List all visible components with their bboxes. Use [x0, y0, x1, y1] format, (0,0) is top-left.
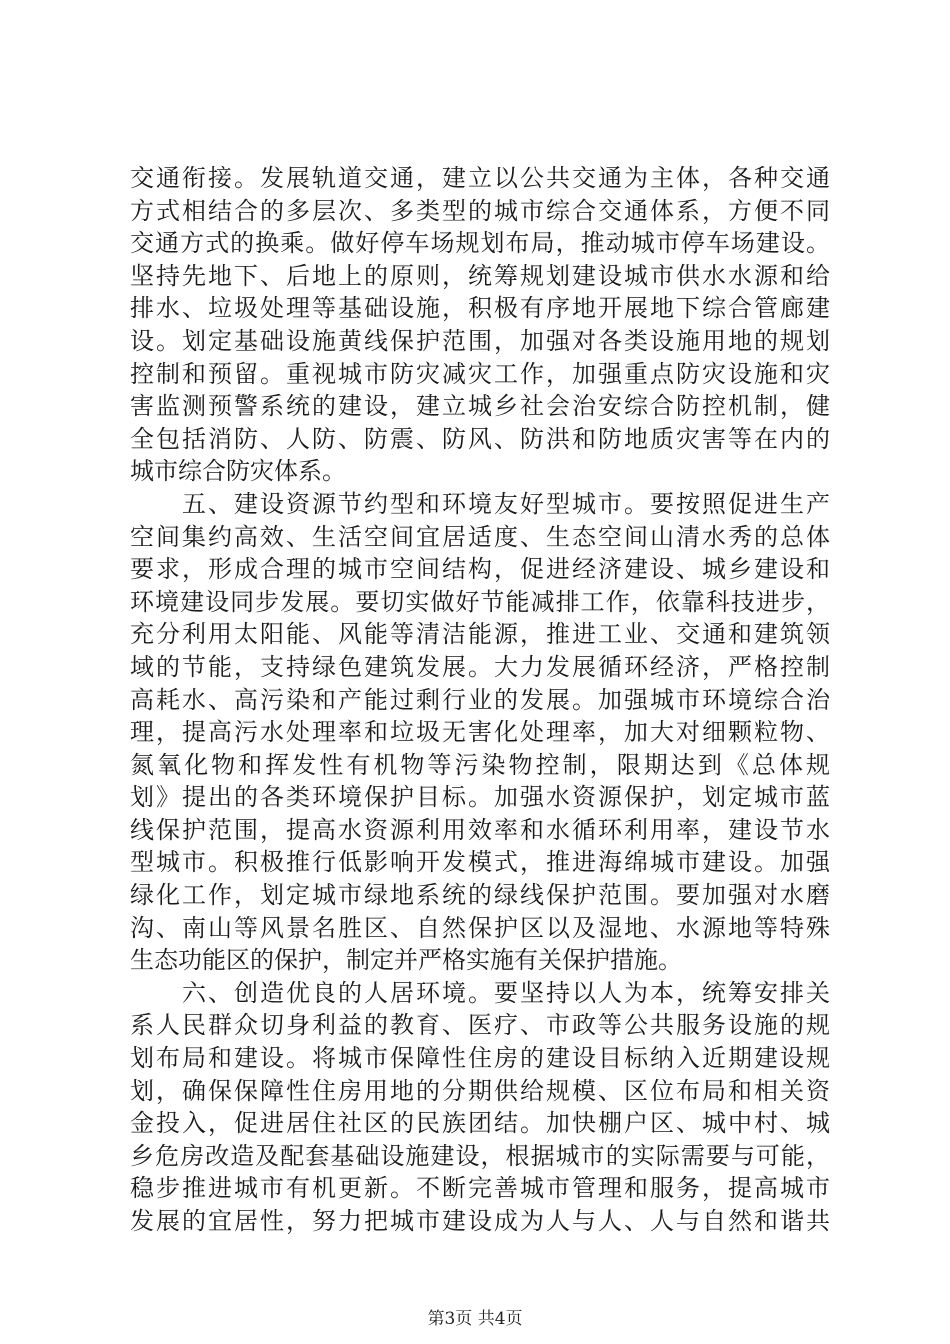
text-line: 型城市。积极推行低影响开发模式，推进海绵城市建设。加强: [130, 848, 830, 877]
text-line: 金投入，促进居住社区的民族团结。加快棚户区、城中村、城: [130, 1109, 830, 1138]
page-footer: 第3页 共4页: [427, 1309, 523, 1329]
text-line: 全包括消防、人防、防震、防风、防洪和防地质灾害等在内的: [130, 424, 830, 453]
text-line: 方式相结合的多层次、多类型的城市综合交通体系，方便不同: [130, 196, 830, 225]
text-line: 六、创造优良的人居环境。要坚持以人为本，统筹安排关: [130, 978, 830, 1007]
text-line: 环境建设同步发展。要切实做好节能减排工作，依靠科技进步，: [130, 587, 830, 616]
text-line: 划布局和建设。将城市保障性住房的建设目标纳入近期建设规: [130, 1044, 830, 1073]
text-line: 充分利用太阳能、风能等清洁能源，推进工业、交通和建筑领: [130, 620, 830, 649]
text-line: 生态功能区的保护，制定并严格实施有关保护措施。: [130, 946, 682, 975]
text-line: 交通衔接。发展轨道交通，建立以公共交通为主体，各种交通: [130, 164, 830, 192]
text-line: 排水、垃圾处理等基础设施，积极有序地开展地下综合管廊建: [130, 294, 830, 323]
text-line: 害监测预警系统的建设，建立城乡社会治安综合防控机制，健: [130, 392, 830, 421]
text-line: 沟、南山等风景名胜区、自然保护区以及湿地、水源地等特殊: [130, 913, 830, 942]
text-line: 空间集约高效、生活空间宜居适度、生态空间山清水秀的总体: [130, 522, 830, 551]
text-line: 坚持先地下、后地上的原则，统筹规划建设城市供水水源和给: [130, 261, 830, 290]
text-line: 域的节能，支持绿色建筑发展。大力发展循环经济，严格控制: [130, 652, 830, 681]
text-line: 交通方式的换乘。做好停车场规划布局，推动城市停车场建设。: [130, 229, 830, 258]
text-line: 理，提高污水处理率和垃圾无害化处理率，加大对细颗粒物、: [130, 718, 830, 747]
text-line: 划》提出的各类环境保护目标。加强水资源保护，划定城市蓝: [130, 783, 830, 812]
text-line: 乡危房改造及配套基础设施建设，根据城市的实际需要与可能，: [130, 1141, 830, 1170]
text-line: 系人民群众切身利益的教育、医疗、市政等公共服务设施的规: [130, 1011, 830, 1040]
text-line: 城市综合防灾体系。: [130, 457, 346, 486]
text-line: 稳步推进城市有机更新。不断完善城市管理和服务，提高城市: [130, 1174, 830, 1203]
text-line: 发展的宜居性，努力把城市建设成为人与人、人与自然和谐共: [130, 1207, 830, 1235]
text-line: 五、建设资源节约型和环境友好型城市。要按照促进生产: [130, 489, 830, 518]
text-line: 划，确保保障性住房用地的分期供给规模、区位布局和相关资: [130, 1076, 830, 1105]
text-line: 氮氧化物和挥发性有机物等污染物控制，限期达到《总体规: [130, 750, 830, 779]
text-line: 控制和预留。重视城市防灾减灾工作，加强重点防灾设施和灾: [130, 359, 830, 388]
text-line: 要求，形成合理的城市空间结构，促进经济建设、城乡建设和: [130, 555, 830, 584]
body-text: [130, 162, 830, 1238]
text-line: 高耗水、高污染和产能过剩行业的发展。加强城市环境综合治: [130, 685, 830, 714]
text-line: 绿化工作，划定城市绿地系统的绿线保护范围。要加强对水磨: [130, 881, 830, 910]
text-line: 线保护范围，提高水资源利用效率和水循环利用率，建设节水: [130, 815, 830, 844]
text-line: 设。划定基础设施黄线保护范围，加强对各类设施用地的规划: [130, 326, 830, 355]
